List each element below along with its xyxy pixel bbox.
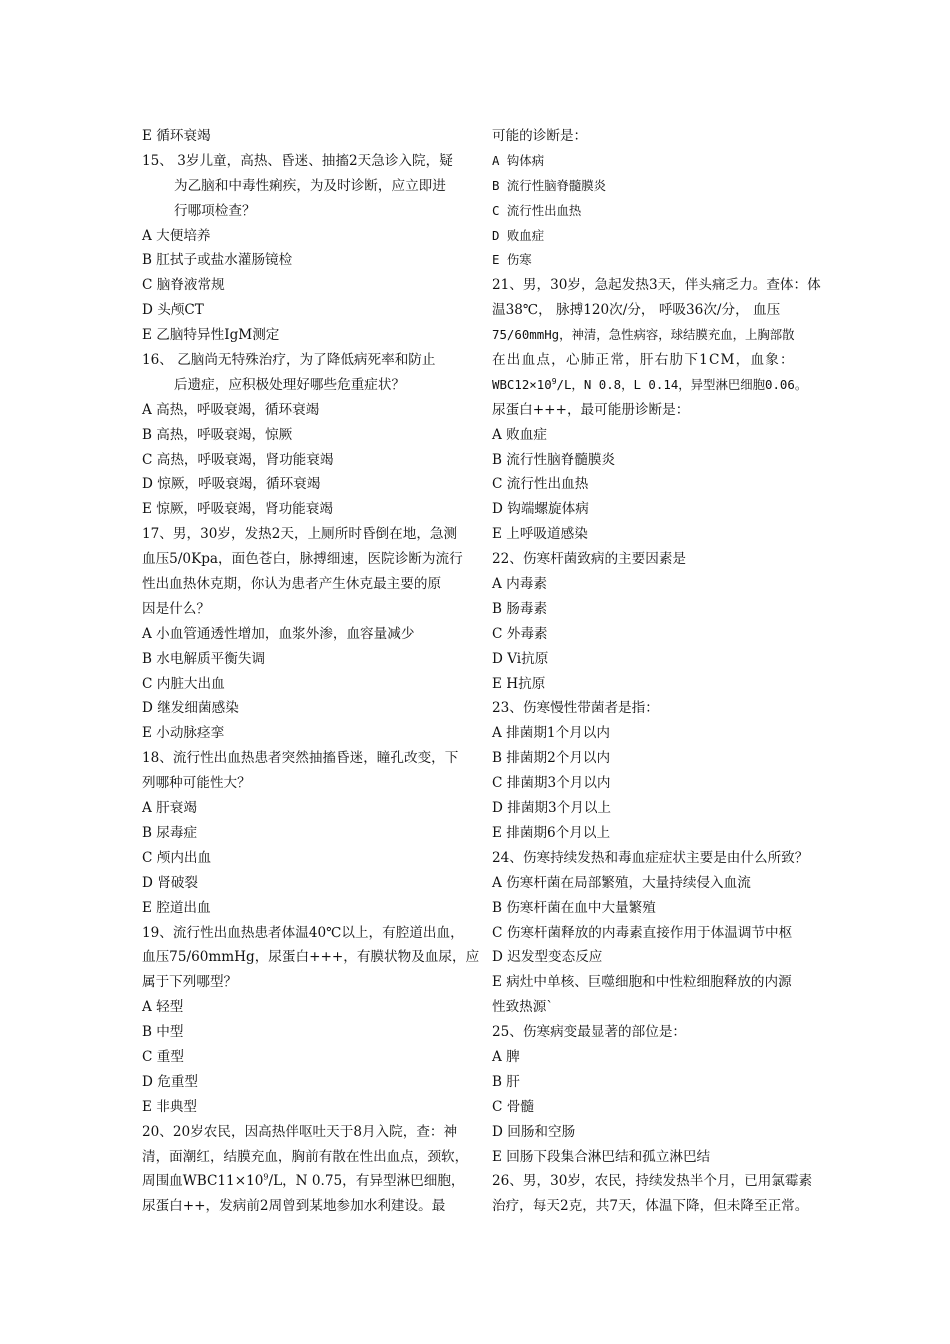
text-line	[492, 373, 812, 398]
line-text: A 伤寒杆菌在局部繁殖，大量持续侵入血流	[492, 874, 751, 891]
text-line	[142, 970, 467, 995]
text-line	[142, 149, 467, 174]
superscript-exponent: 9	[551, 376, 557, 386]
text-line	[492, 896, 812, 921]
line-text: A 小血管通透性增加，血浆外渗，血容量减少	[142, 625, 415, 642]
line-text: 治疗，每天2克，共7天，体温下降，但未降至正常。	[492, 1198, 809, 1215]
line-text: D 钩端螺旋体病	[492, 501, 589, 518]
line-text: D 回肠和空肠	[492, 1123, 576, 1140]
line-text: E 循环衰竭	[142, 128, 211, 144]
text-line	[142, 1194, 467, 1219]
text-line	[492, 721, 812, 746]
line-text: C 内脏大出血	[142, 675, 225, 692]
text-line	[142, 174, 467, 199]
line-text: A 排菌期1个月以内	[492, 725, 610, 742]
text-line	[142, 1020, 467, 1045]
line-text: 23、伤寒慢性带菌者是指：	[492, 700, 659, 717]
text-line	[492, 298, 812, 323]
text-line	[492, 1145, 812, 1170]
line-text: E 伤寒	[492, 252, 532, 268]
line-text: D 败血症	[492, 227, 545, 243]
text-line	[492, 323, 812, 348]
text-line	[492, 522, 812, 547]
line-text: C 脑脊液常规	[142, 277, 225, 294]
line-text: C 颅内出血	[142, 849, 212, 866]
text-line	[142, 1145, 467, 1170]
text-line	[492, 273, 821, 298]
line-text: 在出血点，心肺正常，肝右肋下1CM，血象：	[492, 352, 795, 369]
text-line	[142, 896, 467, 921]
line-text: E 病灶中单核、巨噬细胞和中性粒细胞释放的内源	[492, 974, 792, 991]
text-line	[142, 273, 467, 298]
left-column	[142, 124, 480, 1219]
text-line	[142, 945, 480, 970]
text-line	[492, 248, 812, 273]
line-text: B 中型	[142, 1024, 184, 1041]
text-line	[492, 796, 812, 821]
line-text: D 头颅CT	[142, 302, 204, 319]
line-text: 21、男，30岁，急起发热3天，伴头痛乏力。查体：体	[492, 277, 821, 294]
text-line	[142, 771, 467, 796]
text-line	[142, 1070, 467, 1095]
line-text: B 伤寒杆菌在血中大量繁殖	[492, 899, 656, 916]
line-text: 可能的诊断是：	[492, 128, 588, 144]
text-line	[142, 224, 467, 249]
text-line	[492, 871, 812, 896]
text-line	[492, 149, 812, 174]
line-text: E 排菌期6个月以上	[492, 824, 611, 841]
text-line	[492, 1120, 812, 1145]
line-text: E 非典型	[142, 1098, 198, 1115]
text-line	[142, 348, 467, 373]
line-text: D 肾破裂	[142, 874, 199, 891]
line-text: C 伤寒杆菌释放的内毒素直接作用于体温调节中枢	[492, 924, 793, 941]
line-text: B 肠毒素	[492, 600, 548, 617]
text-line	[142, 373, 467, 398]
line-text: A 脾	[492, 1048, 520, 1065]
line-text: 26、男，30岁，农民，持续发热半个月，已用氯霉素	[492, 1173, 813, 1190]
text-line	[142, 647, 467, 672]
line-text: A 大便培养	[142, 227, 211, 244]
text-line	[492, 472, 812, 497]
line-text: E 乙脑特异性IgM测定	[142, 327, 280, 344]
text-line	[142, 547, 467, 572]
line-text: E H抗原	[492, 675, 546, 692]
text-line	[142, 323, 467, 348]
line-text: D Vi抗原	[492, 650, 549, 667]
right-column	[492, 124, 821, 1219]
line-text: D 惊厥，呼吸衰竭，循环衰竭	[142, 476, 321, 493]
line-text: 25、伤寒病变最显著的部位是：	[492, 1024, 687, 1041]
text-line	[142, 721, 467, 746]
line-text: E 回肠下段集合淋巴结和孤立淋巴结	[492, 1148, 711, 1165]
text-line	[492, 921, 812, 946]
line-text: A 高热，呼吸衰竭，循环衰竭	[142, 401, 320, 418]
line-text: A 钩体病	[492, 152, 545, 168]
line-text: D 危重型	[142, 1073, 199, 1090]
line-text: 属于下列哪型？	[142, 974, 238, 991]
line-text: 后遗症，应积极处理好哪些危重症状？	[174, 376, 406, 393]
line-text: 17、男，30岁，发热2天，上厕所时昏倒在地，急测	[142, 526, 458, 543]
text-line	[492, 970, 812, 995]
text-line	[142, 921, 467, 946]
text-line	[492, 1020, 812, 1045]
text-line	[142, 1045, 467, 1070]
text-line	[492, 696, 812, 721]
line-text: 清，面潮红，结膜充血，胸前有散在性出血点，颈软，	[142, 1148, 469, 1165]
text-line	[492, 572, 812, 597]
text-line	[142, 124, 467, 149]
text-line	[492, 846, 812, 871]
text-line	[142, 298, 467, 323]
text-line	[492, 124, 812, 149]
line-text: A 内毒素	[492, 576, 547, 593]
text-line	[142, 522, 467, 547]
text-line	[492, 771, 812, 796]
line-text: A 轻型	[142, 999, 184, 1016]
line-text: B 肝	[492, 1073, 520, 1090]
line-text: E 惊厥，呼吸衰竭，肾功能衰竭	[142, 501, 333, 518]
text-line	[142, 248, 467, 273]
text-line	[492, 1045, 812, 1070]
line-text: 22、伤寒杆菌致病的主要因素是	[492, 551, 687, 568]
text-line	[142, 1120, 467, 1145]
text-line	[492, 597, 812, 622]
text-line	[492, 672, 812, 697]
line-text: B 排菌期2个月以内	[492, 750, 611, 767]
line-text: 列哪种可能性大？	[142, 775, 251, 792]
superscript-exponent: 9	[263, 1172, 269, 1182]
line-text: B 肛拭子或盐水灌肠镜检	[142, 252, 293, 269]
line-text: 性致热源`	[492, 999, 554, 1016]
text-line	[142, 497, 467, 522]
line-text: B 流行性脑脊髓膜炎	[492, 451, 616, 468]
line-text: 因是什么？	[142, 600, 210, 617]
line-text: 20、20岁农民，因高热伴呕吐天于8月入院，查：神	[142, 1123, 458, 1140]
text-line	[142, 199, 467, 224]
text-line	[492, 746, 812, 771]
text-line	[492, 995, 812, 1020]
text-line	[492, 647, 812, 672]
text-line	[492, 547, 812, 572]
line-text: 尿蛋白++，发病前2周曾到某地参加水利建设。最	[142, 1198, 446, 1215]
text-line	[142, 821, 467, 846]
text-line	[142, 398, 467, 423]
line-text: 性出血热休克期，你认为患者产生休克最主要的原	[142, 576, 442, 593]
text-line	[142, 871, 467, 896]
line-text: A 败血症	[492, 426, 547, 443]
text-line	[142, 746, 467, 771]
line-text: 血压5/0Kpa，面色苍白，脉搏细速，医院诊断为流行	[142, 551, 463, 568]
line-text: D 迟发型变态反应	[492, 949, 603, 966]
line-text-continued: /L，N 0.8，L 0.14，异型淋巴细胞0.06。	[556, 376, 808, 392]
text-line	[492, 1194, 812, 1219]
line-text: C 排菌期3个月以内	[492, 775, 611, 792]
line-text: B 流行性脑脊髓膜炎	[492, 177, 607, 193]
text-line	[142, 1095, 467, 1120]
line-text: C 流行性出血热	[492, 202, 582, 218]
line-text: 血压75/60mmHg，尿蛋白+++，有膜状物及血尿，应	[142, 949, 480, 966]
line-text: C 外毒素	[492, 625, 548, 642]
text-line	[492, 199, 812, 224]
line-text: B 水电解质平衡失调	[142, 650, 266, 667]
line-text: 周围血WBC11×10	[142, 1173, 264, 1190]
text-line	[492, 945, 812, 970]
text-line	[492, 224, 812, 249]
line-text: B 高热，呼吸衰竭，惊厥	[142, 426, 293, 443]
line-text: WBC12×10	[492, 376, 552, 392]
line-text: D 排菌期3个月以上	[492, 800, 612, 817]
text-line	[142, 672, 467, 697]
line-text: B 尿毒症	[142, 824, 198, 841]
line-text: 温38℃， 脉搏120次/分， 呼吸36次/分， 血压	[492, 302, 781, 319]
line-text: D 继发细菌感染	[142, 700, 239, 717]
text-line	[492, 1095, 812, 1120]
line-text: 16、 乙脑尚无特殊治疗，为了降低病死率和防止	[142, 352, 436, 369]
text-line	[142, 423, 467, 448]
text-line	[142, 995, 467, 1020]
line-text: A 肝衰竭	[142, 800, 197, 817]
text-line	[492, 1070, 812, 1095]
line-text: 为乙脑和中毒性痢疾，为及时诊断，应立即进	[174, 177, 446, 194]
line-text: C 骨髓	[492, 1098, 534, 1115]
line-text: 19、流行性出血热患者体温40℃以上，有腔道出血，	[142, 924, 464, 941]
text-line	[492, 821, 812, 846]
line-text: C 高热，呼吸衰竭，肾功能衰竭	[142, 451, 334, 468]
text-line	[492, 398, 812, 423]
line-text: E 小动脉痉挛	[142, 725, 225, 742]
text-line	[492, 497, 812, 522]
text-line	[142, 572, 467, 597]
text-line	[492, 622, 812, 647]
line-text: E 腔道出血	[142, 899, 211, 916]
text-line	[142, 796, 467, 821]
line-text: 75/60mmHg，神清，急性病容，球结膜充血，上胸部散	[492, 327, 795, 343]
text-line	[492, 1169, 812, 1194]
line-text: C 流行性出血热	[492, 476, 589, 493]
line-text: C 重型	[142, 1048, 184, 1065]
text-line	[492, 448, 812, 473]
text-line	[142, 622, 467, 647]
line-text: 15、 3岁儿童，高热、昏迷、抽搐2天急诊入院，疑	[142, 152, 453, 169]
text-line	[142, 696, 467, 721]
line-text: E 上呼吸道感染	[492, 526, 588, 543]
text-line	[492, 174, 812, 199]
line-text: 24、伤寒持续发热和毒血症症状主要是由什么所致？	[492, 849, 809, 866]
line-text: 行哪项检查？	[174, 202, 256, 219]
text-line	[142, 846, 467, 871]
line-text-continued: /L，N 0.75，有异型淋巴细胞，	[268, 1173, 465, 1190]
text-line	[492, 348, 812, 373]
text-line	[142, 448, 467, 473]
text-line	[142, 472, 467, 497]
text-line	[142, 1169, 467, 1194]
line-text: 尿蛋白+++，最可能册诊断是：	[492, 401, 690, 418]
text-line	[142, 597, 467, 622]
text-line	[492, 423, 812, 448]
line-text: 18、流行性出血热患者突然抽搐昏迷，瞳孔改变，下	[142, 750, 459, 767]
